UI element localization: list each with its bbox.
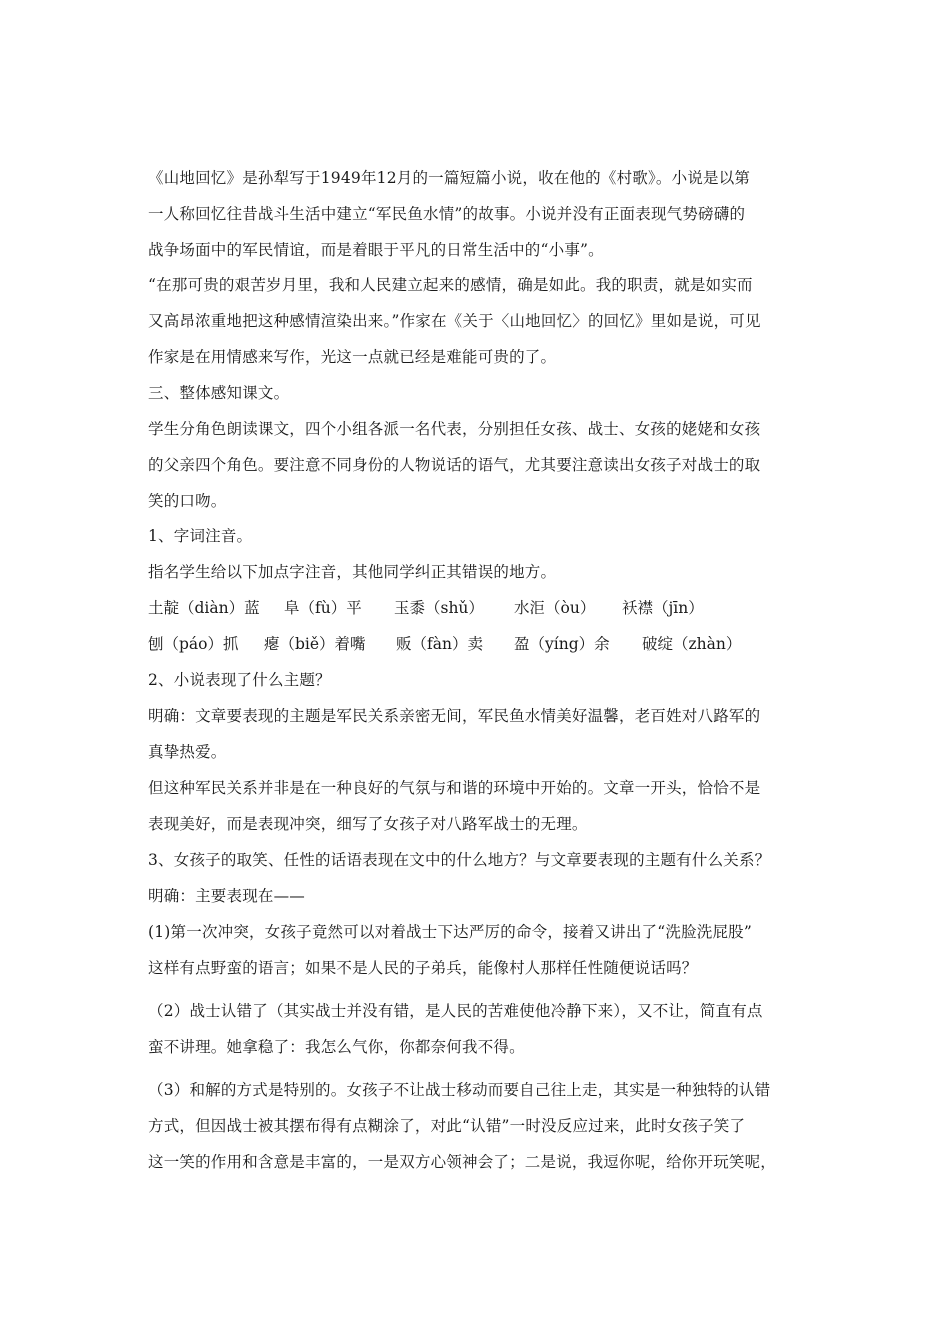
para3-line-2: 的父亲四个角色。要注意不同身份的人物说话的语气，尤其要注意读出女孩子对战士的取 [148,456,761,474]
pinyin-item: 玉黍（shǔ） [394,599,484,617]
pinyin-item: 刨（páo）抓 [148,635,239,653]
para2-line-3: 作家是在用情感来写作，光这一点就已经是难能可贵的了。 [148,348,557,366]
para2-line-1: “在那可贵的艰苦岁月里，我和人民建立起来的感情，确是如此。我的职责，就是如实而 [148,276,753,294]
q1-instruction: 指名学生给以下加点字注音，其他同学纠正其错误的地方。 [148,563,557,581]
q2-answer-line-2: 真挚热爱。 [148,743,227,761]
pinyin-item: 土靛（diàn）蓝 [148,599,260,617]
q3-point1-line-1: (1)第一次冲突，女孩子竟然可以对着战士下达严厉的命令，接着又讲出了“洗脸洗屁股” [148,923,753,941]
pinyin-item: 阜（fù）平 [284,599,362,617]
q3-point2-line-2: 蛮不讲理。她拿稳了：我怎么气你，你都奈何我不得。 [148,1038,525,1056]
q2-answer-line-1: 明确：文章要表现的主题是军民关系亲密无间，军民鱼水情美好温馨，老百姓对八路军的 [148,707,761,725]
para3-line-1: 学生分角色朗读课文，四个小组各派一名代表，分别担任女孩、战士、女孩的姥姥和女孩 [148,420,761,438]
pinyin-item: 瘪（biě）着嘴 [264,635,366,653]
q2-heading: 2、小说表现了什么主题？ [148,671,331,689]
q3-point2-line-1: （2）战士认错了（其实战士并没有错，是人民的苦难使他冷静下来），又不让，简直有点 [148,1002,763,1020]
q3-point3-line-1: （3）和解的方式是特别的。女孩子不让战士移动而要自己往上走，其实是一种独特的认错 [148,1081,771,1099]
pinyin-item: 袄襟（jīn） [622,599,704,617]
q3-point3-line-3: 这一笑的作用和含意是丰富的，一是双方心领神会了；二是说，我逗你呢，给你开玩笑呢， [148,1153,777,1171]
section3-heading: 三、整体感知课文。 [148,384,290,402]
q3-point1-line-2: 这样有点野蛮的语言；如果不是人民的子弟兵，能像村人那样任性随便说话吗？ [148,959,698,977]
q2-para-line-2: 表现美好，而是表现冲突，细写了女孩子对八路军战士的无理。 [148,815,588,833]
q3-point3-line-2: 方式，但因战士被其摆布得有点糊涂了，对此“认错”一时没反应过来，此时女孩子笑了 [148,1117,746,1135]
para1-line-3: 战争场面中的军民情谊，而是着眼于平凡的日常生活中的“小事”。 [148,241,604,259]
pinyin-item: 盈（yíng）余 [514,635,610,653]
q2-para-line-1: 但这种军民关系并非是在一种良好的气氛与和谐的环境中开始的。文章一开头，恰恰不是 [148,779,761,797]
para2-line-2: 又高昂浓重地把这种感情渲染出来。”作家在《关于〈山地回忆〉的回忆》里如是说，可见 [148,312,761,330]
para1-line-1: 《山地回忆》是孙犁写于1949年12月的一篇短篇小说，收在他的《村歌》。小说是以第 [148,169,751,187]
para3-line-3: 笑的口吻。 [148,492,227,510]
pinyin-item: 水洰（òu） [514,599,596,617]
pinyin-item: 破绽（zhàn） [642,635,742,653]
pinyin-item: 贩（fàn）卖 [396,635,483,653]
q3-answer-intro: 明确：主要表现在—— [148,887,306,905]
q1-heading: 1、字词注音。 [148,527,253,545]
para1-line-2: 一人称回忆往昔战斗生活中建立“军民鱼水情”的故事。小说并没有正面表现气势磅礴的 [148,205,746,223]
q3-heading: 3、女孩子的取笑、任性的话语表现在文中的什么地方？与文章要表现的主题有什么关系？ [148,851,771,869]
